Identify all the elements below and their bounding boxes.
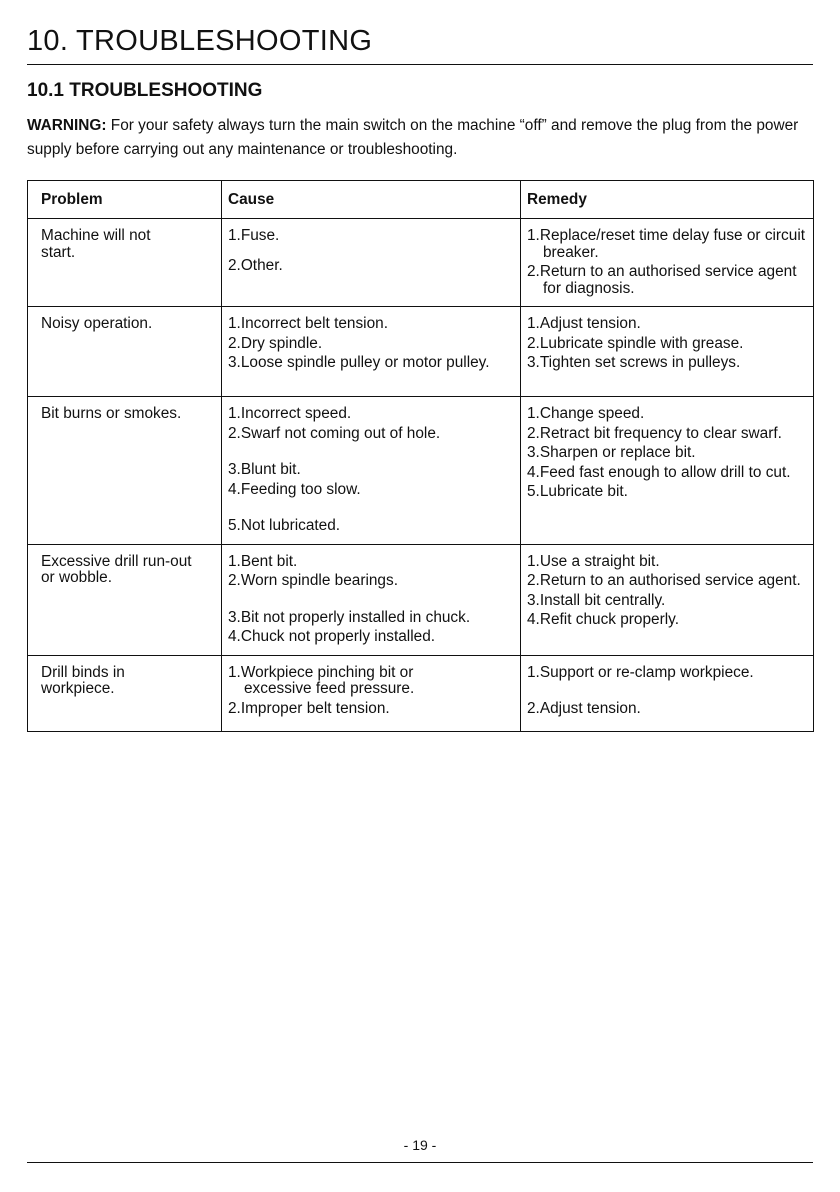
cause-item: 2.Other. [228, 256, 283, 274]
problem-text: Noisy operation. [41, 315, 153, 332]
remedy-item: 2.Return to an authorised service agent. [527, 572, 801, 589]
table-header-row [28, 181, 814, 219]
table-row [28, 307, 814, 397]
remedy-item: 5.Lubricate bit. [527, 483, 628, 500]
table-row [28, 397, 814, 545]
warning-text: For your safety always turn the main switch on the machine “off” and remove the plug from the power supply before carrying out any maintenance or troubleshooting. [27, 117, 799, 158]
table-row [28, 655, 814, 731]
remedy-item: 1.Replace/reset time delay fuse or circuit breaker. [527, 227, 806, 261]
problem-cell [28, 219, 222, 307]
problem-cell [28, 544, 222, 655]
problem-cell [28, 397, 222, 545]
cause-item: 5.Not lubricated. [228, 517, 341, 534]
cause-cell [222, 397, 521, 545]
remedy-item: 2.Adjust tension. [527, 700, 641, 717]
remedy-item: 1.Change speed. [527, 405, 645, 422]
remedy-item: 4.Refit chuck properly. [527, 611, 679, 628]
page-number: - 19 - [403, 1137, 437, 1153]
remedy-cell [521, 219, 814, 307]
title-divider [27, 64, 813, 65]
cause-item: 3.Blunt bit. [228, 461, 301, 478]
table-row [28, 544, 814, 655]
remedy-item: 1.Adjust tension. [527, 315, 641, 332]
remedy-item: 1.Support or re-clamp workpiece. [527, 663, 754, 681]
problem-cell [28, 655, 222, 731]
cause-cell [222, 655, 521, 731]
footer-divider [27, 1162, 813, 1163]
cause-item: 3.Loose spindle pulley or motor pulley. [228, 354, 490, 371]
troubleshooting-table [27, 180, 814, 732]
remedy-item: 2.Return to an authorised service agent for diagnosis. [527, 263, 797, 297]
cause-item: 1.Incorrect speed. [228, 405, 352, 422]
remedy-cell [521, 544, 814, 655]
remedy-item: 3.Sharpen or replace bit. [527, 444, 696, 461]
cause-item: 2.Improper belt tension. [228, 699, 390, 717]
cause-cell [222, 219, 521, 307]
remedy-item: 2.Retract bit frequency to clear swarf. [527, 424, 782, 442]
problem-cell [28, 307, 222, 397]
cause-item: 2.Worn spindle bearings. [228, 572, 398, 589]
header-cause: Cause [222, 181, 521, 219]
cause-item: 3.Bit not properly installed in chuck. [228, 608, 471, 626]
cause-item: 1.Fuse. [228, 227, 280, 244]
remedy-cell [521, 397, 814, 545]
remedy-cell [521, 655, 814, 731]
cause-item: 1.Incorrect belt tension. [228, 315, 388, 332]
cause-cell [222, 307, 521, 397]
remedy-cell [521, 307, 814, 397]
cause-item: 1.Workpiece pinching bit or excessive feed pressure. [228, 663, 415, 697]
header-remedy: Remedy [521, 181, 814, 219]
remedy-item: 1.Use a straight bit. [527, 552, 660, 570]
cause-item: 4.Chuck not properly installed. [228, 628, 436, 645]
page-title: 10. TROUBLESHOOTING [27, 25, 373, 57]
problem-text: Excessive drill run-out or wobble. [41, 552, 192, 586]
remedy-item: 3.Tighten set screws in pulleys. [527, 354, 741, 371]
section-heading: 10.1 TROUBLESHOOTING [27, 80, 263, 101]
remedy-item: 2.Lubricate spindle with grease. [527, 334, 744, 352]
problem-text: Machine will not start. [41, 227, 151, 261]
remedy-item: 3.Install bit centrally. [527, 591, 666, 609]
problem-text: Bit burns or smokes. [41, 405, 182, 422]
warning-label: WARNING: [27, 117, 107, 134]
header-problem: Problem [28, 181, 222, 219]
cause-item: 4.Feeding too slow. [228, 480, 361, 498]
cause-cell [222, 544, 521, 655]
cause-item: 1.Bent bit. [228, 552, 298, 570]
cause-item: 2.Dry spindle. [228, 334, 323, 352]
cause-item: 2.Swarf not coming out of hole. [228, 424, 441, 442]
table-row [28, 219, 814, 307]
problem-text: Drill binds in workpiece. [41, 663, 125, 697]
remedy-item: 4.Feed fast enough to allow drill to cut. [527, 463, 791, 481]
warning-paragraph [27, 114, 817, 162]
